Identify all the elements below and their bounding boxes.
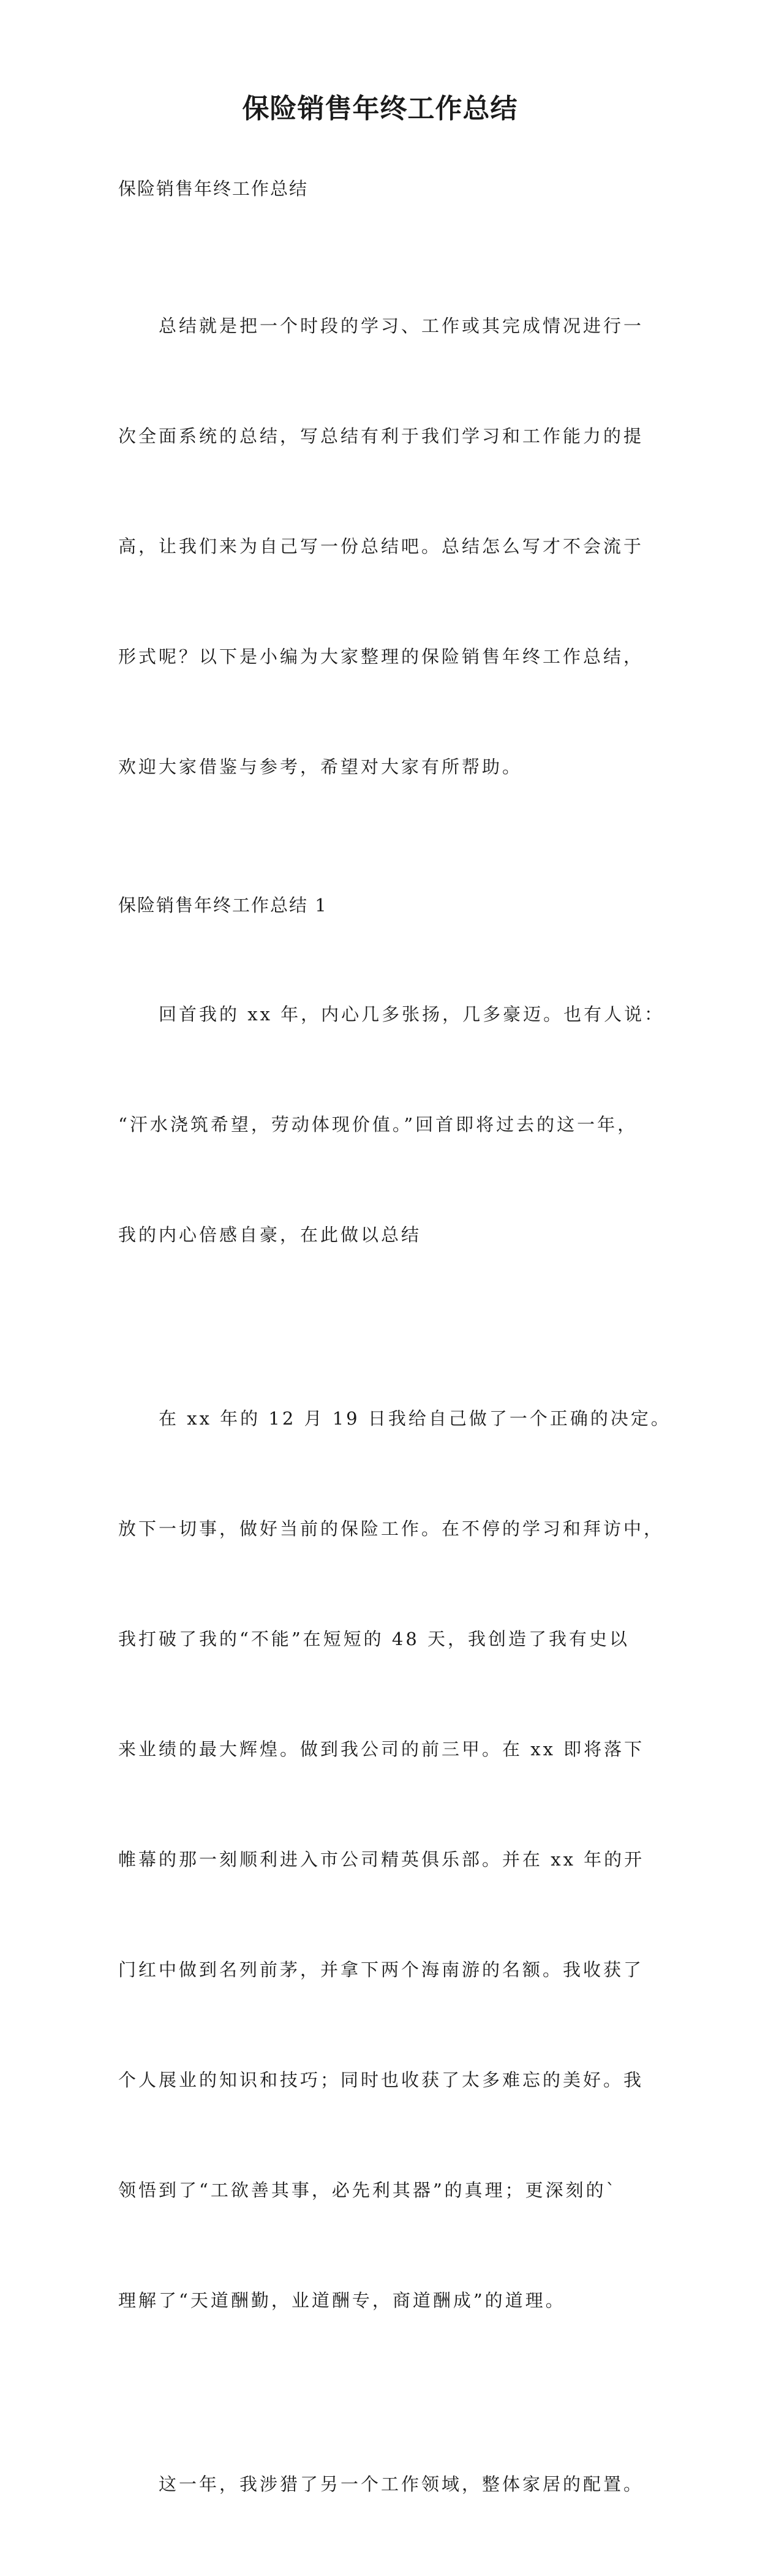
paragraph-line: 回首我的 xx 年，内心几多张扬，几多豪迈。也有人说： xyxy=(159,1004,665,1025)
section1-paragraph-2 xyxy=(118,1327,669,2392)
section1-paragraph-3 xyxy=(118,2392,669,2576)
intro-line: 次全面系统的总结，写总结有利于我们学习和工作能力的提 xyxy=(118,426,644,446)
paragraph-line: 我打破了我的“不能”在短短的 48 天，我创造了我有史以 xyxy=(118,1629,630,1649)
paragraph-line: 个人展业的知识和技巧；同时也收获了太多难忘的美好。我 xyxy=(118,2069,644,2090)
section-heading: 保险销售年终工作总结 1 xyxy=(118,895,328,916)
paragraph-line: 理解了“天道酬勤，业道酬专，商道酬成”的道理。 xyxy=(118,2290,566,2311)
document-subtitle: 保险销售年终工作总结 xyxy=(118,178,309,199)
paragraph-line: 门红中做到名列前茅，并拿下两个海南游的名额。我收获了 xyxy=(118,1959,644,1980)
paragraph-line: 来业绩的最大辉煌。做到我公司的前三甲。在 xx 即将落下 xyxy=(118,1739,645,1760)
paragraph-line: “汗水浇筑希望，劳动体现价值。”回首即将过去的这一年， xyxy=(118,1114,638,1135)
paragraph-line: 我的内心倍感自豪，在此做以总结 xyxy=(118,1224,422,1245)
paragraph-line: 这一年，我涉猎了另一个工作领域，整体家居的配置。 xyxy=(159,2474,644,2495)
document-title: 保险销售年终工作总结 xyxy=(242,93,518,124)
paragraph-line: 领悟到了“工欲善其事，必先利其器”的真理；更深刻的` xyxy=(118,2180,618,2201)
paragraph-line: 在 xx 年的 12 月 19 日我给自己做了一个正确的决定。 xyxy=(159,1408,671,1429)
paragraph-line: 放下一切事，做好当前的保险工作。在不停的学习和拜访中， xyxy=(118,1518,664,1539)
document-body xyxy=(118,176,669,2576)
intro-line: 总结就是把一个时段的学习、工作或其完成情况进行一 xyxy=(159,315,644,336)
intro-line: 高，让我们来为自己写一份总结吧。总结怎么写才不会流于 xyxy=(118,536,644,557)
section1-paragraph-1 xyxy=(118,922,669,1327)
paragraph-line: 帷幕的那一刻顺利进入市公司精英俱乐部。并在 xx 年的开 xyxy=(118,1849,645,1870)
intro-line: 形式呢？以下是小编为大家整理的保险销售年终工作总结， xyxy=(118,646,644,667)
intro-line: 欢迎大家借鉴与参考，希望对大家有所帮助。 xyxy=(118,756,523,777)
intro-paragraph xyxy=(118,234,669,859)
